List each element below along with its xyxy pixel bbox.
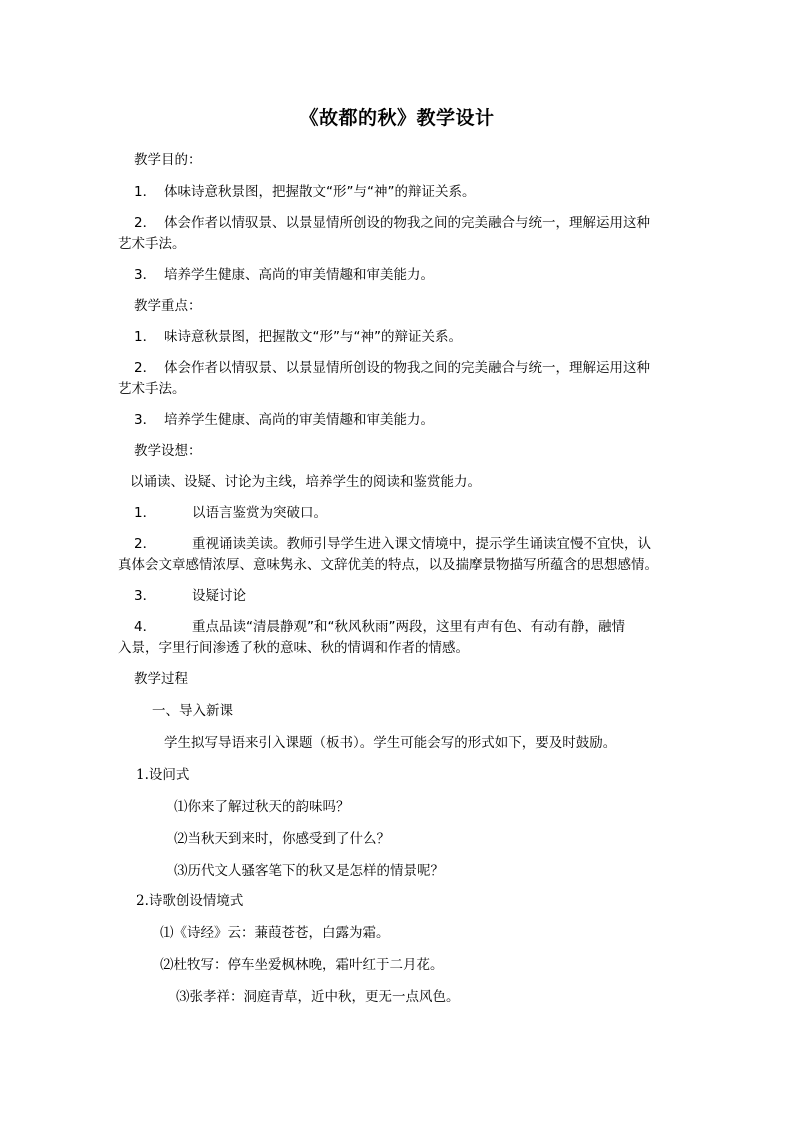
idea-item-3 [134, 585, 246, 607]
goal-text: 培养学生健康、高尚的审美情趣和审美能力。 [164, 267, 434, 283]
focus-num: 3． [134, 412, 157, 428]
focus-text: 培养学生健康、高尚的审美情趣和审美能力。 [164, 412, 434, 428]
form-2-item: ⑶张孝祥：洞庭青草，近中秋，更无一点风色。 [176, 989, 460, 1005]
idea-item-4-cont: 入景，字里行间渗透了秋的意味、秋的情调和作者的情感。 [118, 640, 469, 656]
focus-num: 1． [134, 329, 157, 345]
focus-text: 体会作者以情驭景、以景显情所创设的物我之间的完美融合与统一，理解运用这种 [164, 360, 650, 376]
idea-num: 3． [134, 588, 157, 604]
focus-item-1 [134, 326, 462, 348]
section-1-heading: 一、导入新课 [152, 703, 233, 719]
process-heading: 教学过程 [134, 671, 188, 687]
goal-num: 2． [134, 215, 157, 231]
idea-item-2-cont: 真体会文章感情浓厚、意味隽永、文辞优美的特点，以及揣摩景物描写所蕴含的思想感情。 [118, 557, 658, 573]
goal-num: 3． [134, 267, 157, 283]
idea-text: 设疑讨论 [192, 588, 246, 604]
goal-item-2 [134, 212, 650, 234]
goal-text: 体味诗意秋景图，把握散文“形”与“神”的辩证关系。 [164, 184, 476, 200]
idea-num: 1． [134, 505, 157, 521]
idea-heading: 教学设想： [134, 443, 202, 459]
form-2-item: ⑵杜牧写：停车坐爱枫林晚，霜叶红于二月花。 [160, 957, 444, 973]
focus-heading: 教学重点： [134, 298, 202, 314]
form-2-item: ⑴《诗经》云：蒹葭苍苍，白露为霜。 [160, 925, 390, 941]
idea-text: 重视诵读美读。教师引导学生进入课文情境中，提示学生诵读宜慢不宜快，认 [192, 536, 651, 552]
idea-item-4 [134, 616, 625, 638]
focus-item-2-cont: 艺术手法。 [118, 381, 186, 397]
idea-num: 2． [134, 536, 157, 552]
focus-item-3 [134, 409, 434, 431]
goals-heading: 教学目的： [134, 152, 202, 168]
form-2-heading: 2.诗歌创设情境式 [136, 893, 244, 909]
document-title: 《故都的秋》教学设计 [299, 107, 495, 129]
idea-item-1 [134, 502, 327, 524]
goal-item-1 [134, 181, 475, 203]
idea-text: 重点品读“清晨静观”和“秋风秋雨”两段，这里有声有色、有动有静，融情 [192, 619, 625, 635]
idea-text: 以语言鉴赏为突破口。 [192, 505, 327, 521]
idea-intro: 以诵读、设疑、讨论为主线，培养学生的阅读和鉴赏能力。 [130, 474, 481, 490]
focus-text: 味诗意秋景图，把握散文“形”与“神”的辩证关系。 [164, 329, 462, 345]
form-1-item: ⑶历代文人骚客笔下的秋又是怎样的情景呢？ [174, 863, 444, 879]
form-1-item: ⑴你来了解过秋天的韵味吗？ [174, 799, 350, 815]
goal-num: 1． [134, 184, 157, 200]
form-1-heading: 1.设问式 [136, 767, 190, 783]
goal-item-3 [134, 264, 434, 286]
focus-item-2 [134, 357, 650, 379]
idea-num: 4． [134, 619, 157, 635]
section-1-intro: 学生拟写导语来引入课题（板书）。学生可能会写的形式如下，要及时鼓励。 [164, 735, 617, 751]
form-1-item: ⑵当秋天到来时，你感受到了什么？ [174, 831, 390, 847]
goal-text: 体会作者以情驭景、以景显情所创设的物我之间的完美融合与统一，理解运用这种 [164, 215, 650, 231]
idea-item-2 [134, 533, 651, 555]
goal-item-2-cont: 艺术手法。 [118, 236, 186, 252]
focus-num: 2． [134, 360, 157, 376]
